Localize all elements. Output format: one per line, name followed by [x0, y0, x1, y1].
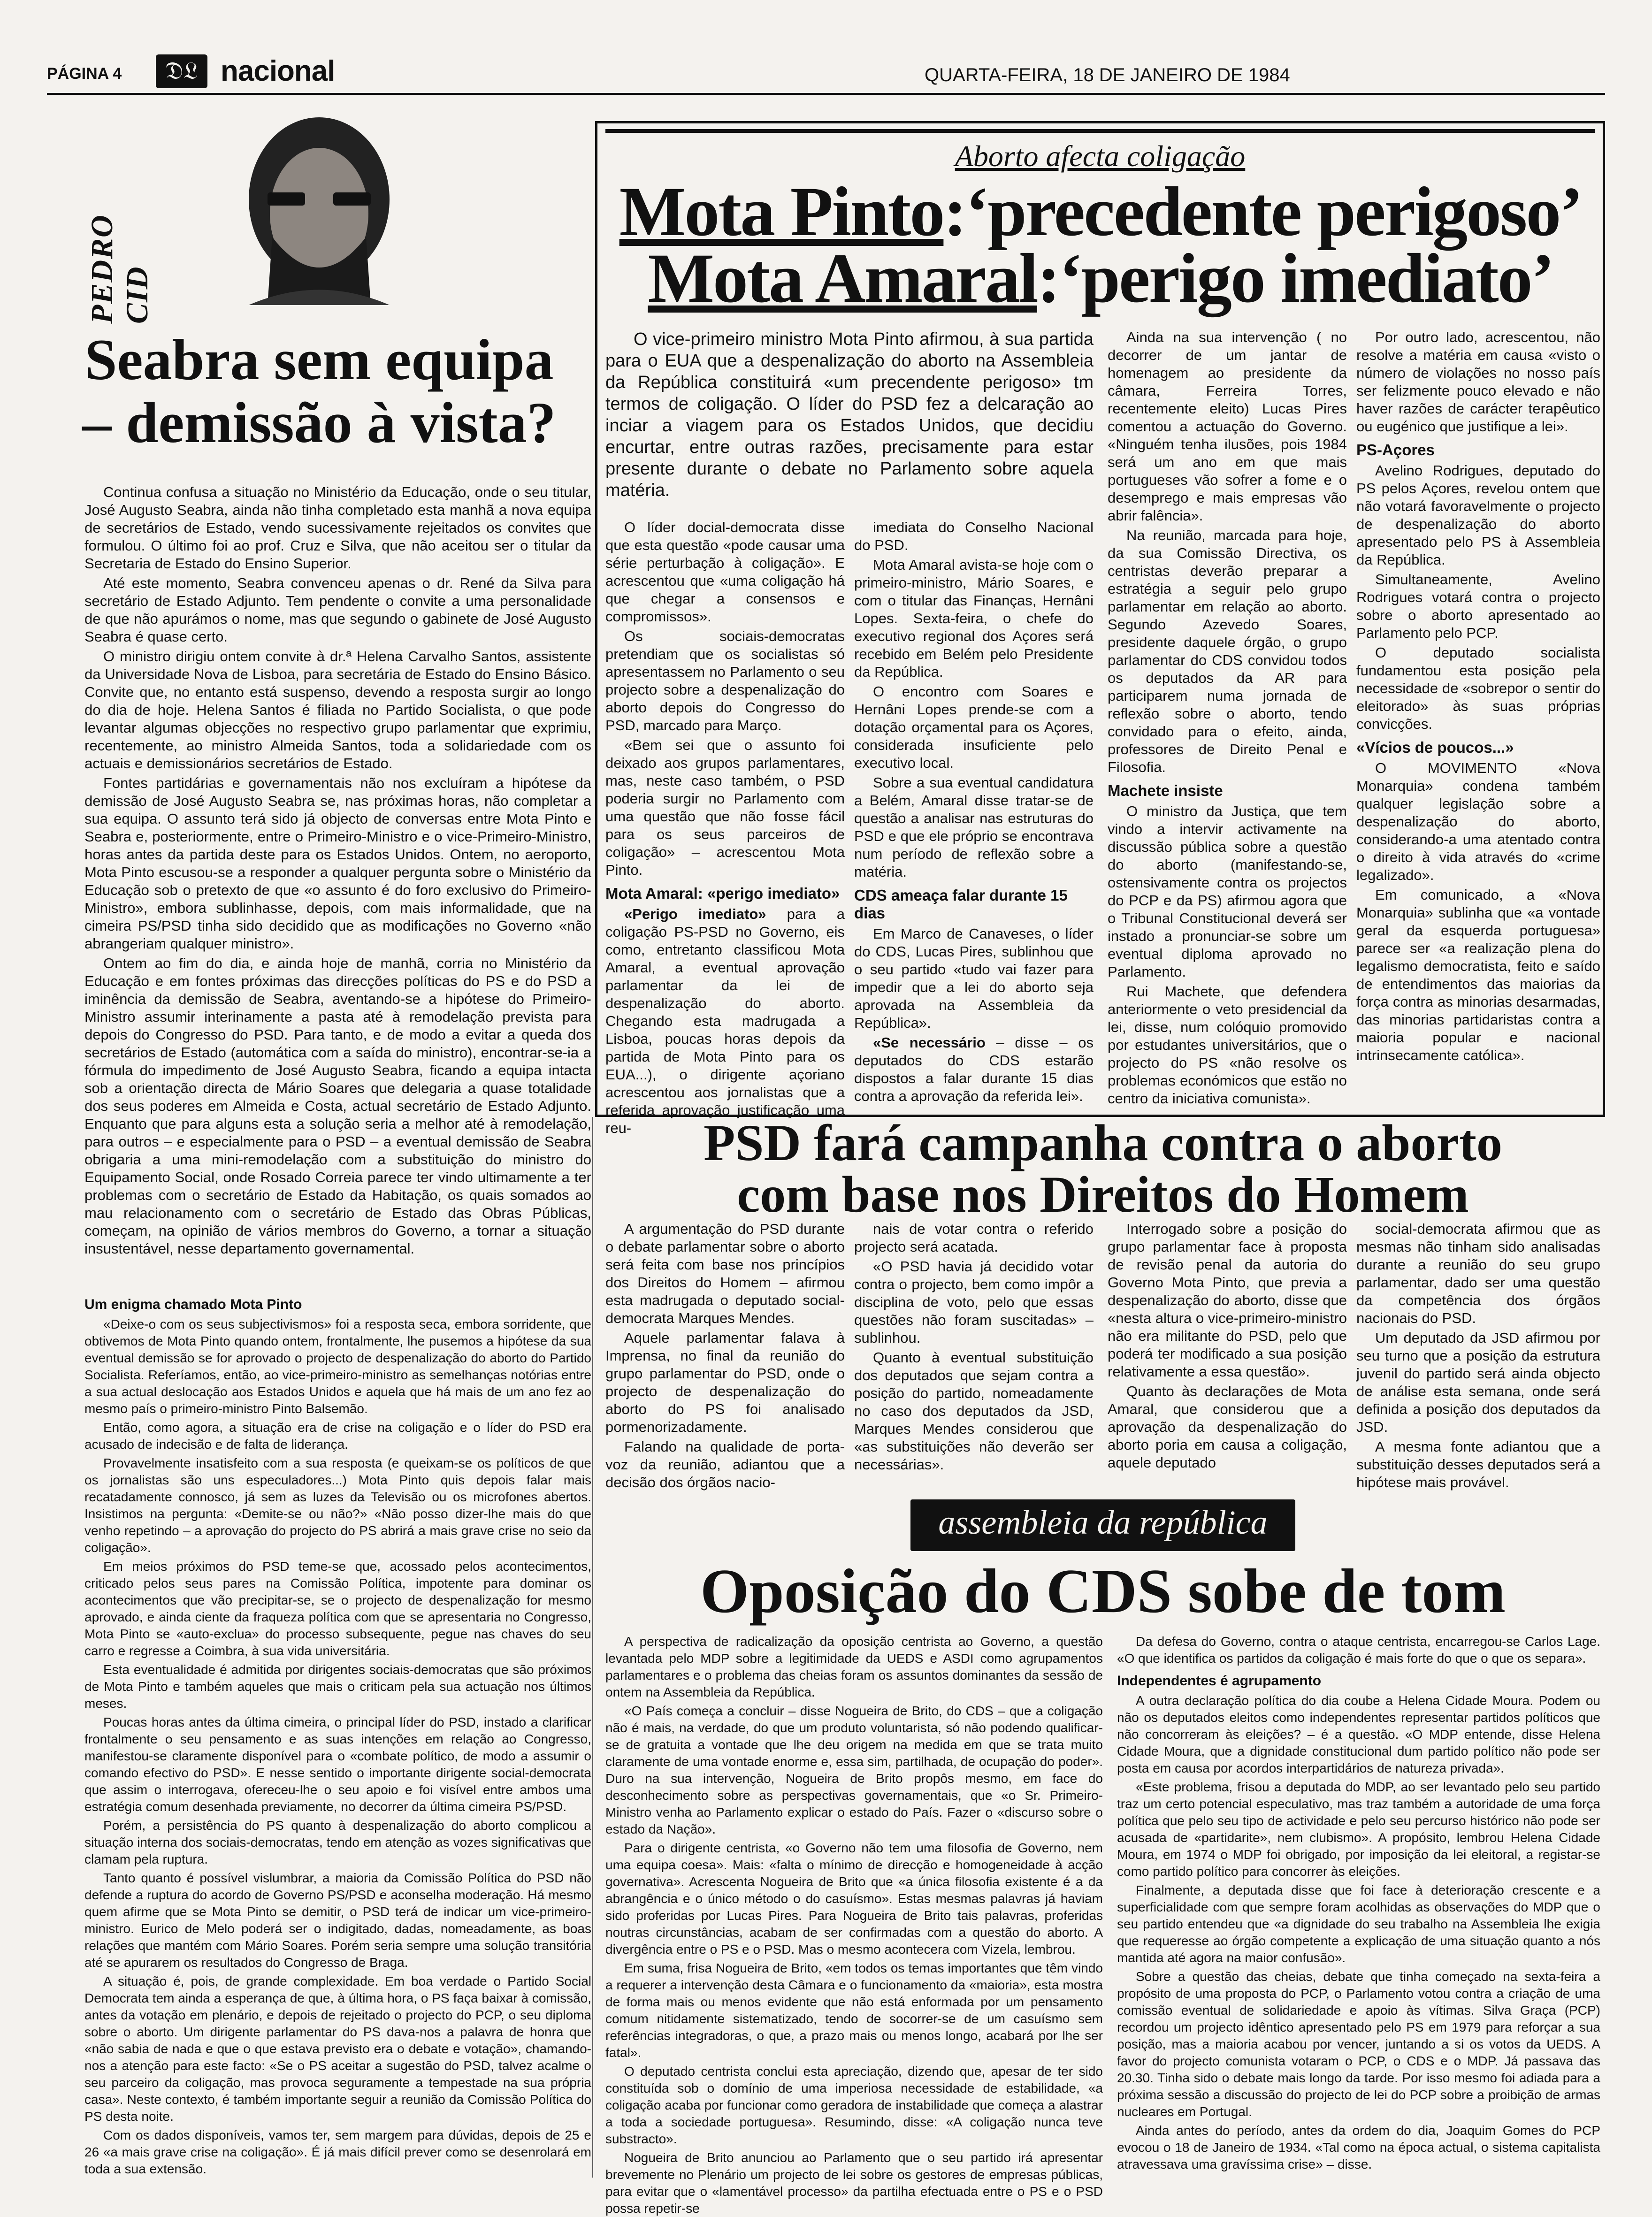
- headline-name-mota-pinto: Mota Pinto: [619, 173, 944, 251]
- paragraph: A outra declaração política do dia coube a Helena Cidade Moura. Podem ou não os deputados eleitos como independentes representar partidos políticos que não concorreram às eleições? – é a questão. «O MDP entende, disse Helena Cidade Moura, que a dignidade constitucional dum partido político não pode ser posta em causa por acordos interpartidários de natureza privada».: [1117, 1693, 1600, 1775]
- aborto-col-4: [1356, 329, 1600, 1070]
- paragraph: Ontem ao fim do dia, e ainda hoje de manhã, corria no Ministério da Educação e em fontes próximas das direcções políticas do PS e do PSD a iminência da demissão de Seabra, aventando-se a hipótese do Primeiro-Ministro assumir interinamente a pasta até à remodelação prevista para depois do Congresso do PSD. Para tanto, e de modo a evitar a queda dos secretários de Estado (automática com a saída do ministro), encontrar-se-ia a fórmula do impedimento de José Augusto Seabra, ficando a equipa intacta sob a orientação directa de Mário Soares que delegaria a quase totalidade dos seus poderes em Almeida e Costa, actual secretário de Estado Adjunto. Enquanto que para alguns esta a solução seria a melhor até à remodelação, para outros – e especialmente para o PSD – a eventual demissão de Seabra obrigaria a uma mini-remodelação com a substituição do ministro do Equipamento Social, onde Rosado Correia parece ter vindo ultimamente a ter problemas com o secretário de Estado da Habitação, os quais somados ao mau relacionamento com o secretário de Estado das Obras Públicas, começam, na opinião de vários membros do Governo, a tornar a situação insustentável, nesse departamento governamental.: [84, 955, 591, 1257]
- paragraph: «Deixe-o com os seus subjectivismos» foi a resposta seca, embora sorridente, que obtivemos de Mota Pinto quando ontem, frontalmente, lhe pusemos a hipótese da sua eventual demissão se for aprovado o projecto de despenalização do aborto do Partido Socialista. Referíamos, então, ao vice-primeiro-ministro as semelhanças notórias entre a sua actual deslocação aos Estados Unidos e aquela que há mais de um ano fez ao mesmo país o primeiro-ministro Pinto Balsemão.: [84, 1317, 591, 1416]
- paragraph: O líder docial-democrata disse que esta questão «pode causar uma série perturbação à coligação». E acrescentou que «uma coligação há que chegar a consensos e compromissos».: [605, 519, 845, 625]
- aborto-box-top-rule: [605, 129, 1595, 133]
- paragraph: Ainda na sua intervenção ( no decorrer de um jantar de homenagem ao presidente da câmara, Ferreira Torres, recentemente eleito) Lucas Pires comentou a actuação do Governo. «Ninguém tenha ilusões, pois 1984 será um ano em que mais portugueses vão sofrer a fome e o desemprego e mais empresas vão abrir falência».: [1108, 329, 1347, 524]
- paragraph: Em meios próximos do PSD teme-se que, acossado pelos acontecimentos, criticado pelos seus pares na Comissão Política, impotente para dominar os acontecimentos que vão precipitar-se, se o projecto de despenalização for mesmo aprovado, e ainda ciente da fraqueza política com que se apresentaria no Congresso, Mota Pinto se «auto-exclua» do processo subsequente, pegue nas chaves do seu carro e regresse a Coimbra, à sua vida universitária.: [84, 1559, 591, 1658]
- columnist-photo: [178, 120, 460, 305]
- assembleia-banner: [910, 1499, 1295, 1551]
- paragraph: Simultaneamente, Avelino Rodrigues votará contra o projecto sobre o aborto apresentado ao Parlamento pelo PCP.: [1356, 571, 1600, 641]
- paragraph: O encontro com Soares e Hernâni Lopes prende-se com a dotação orçamental para os Açores, considerada insuficiente pelo executivo local.: [854, 683, 1094, 771]
- seabra-headline-line-1: Seabra sem equipa: [84, 328, 554, 392]
- page-label: PÁGINA 4: [47, 65, 122, 83]
- column-divider: [592, 1117, 593, 2178]
- cds-col-1: [605, 1633, 1103, 2216]
- subheading: Mota Amaral: «perigo imediato»: [605, 885, 840, 902]
- issue-date: QUARTA-FEIRA, 18 DE JANEIRO DE 1984: [925, 65, 1290, 85]
- cds-body: [605, 1633, 1600, 2216]
- assembleia-banner-text: assembleia da república: [938, 1504, 1268, 1541]
- psd-col-4: [1356, 1220, 1600, 1492]
- psd-col-3: [1108, 1220, 1347, 1492]
- paragraph: Mota Amaral avista-se hoje com o primeiro-ministro, Mário Soares, e com o titular das Finanças, Hernâni Lopes. Sexta-feira, o chefe do executivo regional dos Açores será recebido em Belém pelo Presidente da República.: [854, 557, 1094, 680]
- paragraph: O ministro dirigiu ontem convite à dr.ª Helena Carvalho Santos, assistente da Universidade Nova de Lisboa, para secretária de Estado do Ensino Básico. Convite que, no entanto está suspenso, devendo a resposta surgir ao longo do dia de hoje. Helena Santos é filiada no Partido Socialista, o que pode levantar algumas objecções no respectivo grupo parlamentar que exprimiu, recentemente, ao ministro Almeida Santos, toda a solidariedade com os actuais e demissionários secretários de Estado.: [84, 648, 591, 772]
- paragraph: O MOVIMENTO «Nova Monarquia» condena também qualquer legislação sobre a despenalização do aborto, considerando-a uma atentado contra o direito à vida através do «crime legalizado».: [1356, 760, 1600, 883]
- paragraph: [854, 1034, 1094, 1105]
- paragraph: Nogueira de Brito anunciou ao Parlamento que o seu partido irá apresentar brevemente no Plenário um projecto de lei sobre os gestores de empresas públicas, para evitar que o «lamentável processo» da partilha efectuada entre o PS e o PSD possa repetir-se: [605, 2150, 1103, 2216]
- paragraph: Quanto às declarações de Mota Amaral, que considerou que a aprovação da despenalização do aborto poria em causa a coligação, aquele deputado: [1108, 1383, 1347, 1471]
- paragraph: O deputado centrista conclui esta apreciação, dizendo que, apesar de ter sido constituída sob o domínio de uma imperiosa necessidade de estabilidade, «a coligação acaba por funcionar como geradora de instabilidade que começa a alastrar a toda a sociedade portuguesa». Resumindo, disse: «A coligação nunca teve substracto».: [605, 2064, 1103, 2146]
- paragraph: Tanto quanto é possível vislumbrar, a maioria da Comissão Política do PSD não defende a ruptura do acordo de Governo PS/PSD e aconselha moderação. Há mesmo quem afirme que se Mota Pinto se demitir, o PSD terá de indicar um vice-primeiro-ministro. Eurico de Melo poderá ser o indigitado, dadas, nomeadamente, as boas relações que mantém com Mário Soares. Porém seria sempre uma solução transitória até se apurarem os resultados do Congresso de Braga.: [84, 1871, 591, 1970]
- paragraph-text: – disse – os deputados do CDS estarão dispostos a falar durante 15 dias contra a aprovação da referida lei».: [854, 1034, 1094, 1104]
- paragraph: Finalmente, a deputada disse que foi face à deterioração crescente e a superficialidade com que sempre foram acolhidas as observações do MDP que o seu partido entendeu que «a dignidade do seu trabalho na Assembleia lhe exigia que requeresse ao órgão competente a explicação de uma situação quanto a nós mantida até agora na maior confusão».: [1117, 1883, 1600, 1965]
- paragraph: Na reunião, marcada para hoje, da sua Comissão Directiva, os centristas deverão preparar a estratégia a seguir pelo grupo parlamentar em relação ao aborto. Segundo Azevedo Soares, presidente daquele órgão, o grupo parlamentar do CDS convidou todos os deputados da AR para participarem numa jornada de reflexão sobre o aborto, tendo convidado para o efeito, ainda, professores de Direito Penal e Filosofia.: [1108, 527, 1347, 775]
- paragraph: Por outro lado, acrescentou, não resolve a matéria em causa «visto o número de violações no nosso país ser felizmente pouco elevado e não haver razões de carácter terapêutico ou eugénico que justifique a lei».: [1356, 329, 1600, 435]
- aborto-col-2: [854, 519, 1094, 1104]
- paragraph: «O País começa a concluir – disse Nogueira de Brito, do CDS – que a coligação não é mais, na verdade, do que um produto voluntarista, só não podendo qualificar-se de gratuita a vontade que lhe deu origem na medida em que se trata muito claramente de uma vontade enorme e, essa sim, partilhada, de ocupação do poder». Duro na sua intervenção, Nogueira de Brito propôs mesmo, em face do desconhecimento sobre as perspectivas governamentais, que «o Sr. Primeiro-Ministro venha ao Parlamento explicar o estado do País. Fazer o «discurso sobre o estado da Nação».: [605, 1704, 1103, 1836]
- paragraph: Porém, a persistência do PS quanto à despenalização do aborto complicou a situação interna dos sociais-democratas, tendo em atenção as vozes significativas que clamam pela ruptura.: [84, 1818, 591, 1866]
- psd-headline-line-1: PSD fará campanha contra o aborto: [704, 1114, 1502, 1171]
- seabra-headline: [52, 329, 587, 460]
- paragraph: A perspectiva de radicalização da oposição centrista ao Governo, a questão levantada pelo MDP sobre a legitimidade da UEDS e ASDI como agrupamentos parlamentares e o problema das cheias foram os assuntos dominantes da sessão de ontem na Assembleia da República.: [605, 1634, 1103, 1699]
- aborto-headline-line-1: [601, 173, 1600, 251]
- masthead: [47, 52, 1605, 89]
- portrait-photo-icon: [178, 120, 460, 305]
- paragraph: Rui Machete, que defendera anteriormente o veto presidencial da lei, disse, num colóquio promovido por estudantes universitários, que o projecto do PS «não resolve os problemas económicos que estão no centro da iniciativa comunista».: [1108, 983, 1347, 1107]
- paragraph: Um deputado da JSD afirmou por seu turno que a posição da estrutura juvenil do partido será ainda objecto de análise esta semana, onde será definida a posição dos deputados da JSD.: [1356, 1330, 1600, 1435]
- subheading: Machete insiste: [1108, 782, 1223, 799]
- columnist-first-name: PEDRO: [85, 214, 119, 324]
- paragraph: Então, como agora, a situação era de crise na coligação e o líder do PSD era acusado de indecisão e de falta de liderança.: [84, 1420, 591, 1452]
- paragraph: «Bem sei que o assunto foi deixado aos grupos parlamentares, mas, neste caso também, o PSD poderia surgir no Parlamento com uma questão que não fosse fácil para os seus parceiros de coligação» – acrescentou Mota Pinto.: [605, 737, 845, 878]
- subheading: CDS ameaça falar durante 15 dias: [854, 887, 1068, 922]
- aborto-headline-line-2: [601, 239, 1600, 317]
- paragraph: Sobre a questão das cheias, debate que tinha começado na sexta-feira a propósito de uma proposta do PCP, o Parlamento votou contra a criação de uma comissão eventual de solidariedade e apoio às vítimas. Silva Graça (PCP) recordou um projecto idêntico apresentado pelo PS em 1979 para reforçar a sua posição, mas a maioria acabou por vencer, juntando a si os votos da UEDS. A favor do projecto comunista votaram o PCP, o CDS e o MDP. Já passava das 20.30. Tinha sido o debate mais longo da tarde. Por isso mesmo foi adiada para a próxima sessão a discussão do projecto de lei do PCP sobre a proibição de armas nucleares em Portugal.: [1117, 1969, 1600, 2119]
- paragraph: Quanto à eventual substituição dos deputados que sejam contra a posição do partido, nomeadamente no caso dos deputados da JSD, Marques Mendes considerou que «as substituições não deverão ser necessárias».: [854, 1349, 1094, 1473]
- paragraph: [605, 905, 845, 1137]
- paragraph: Falando na qualidade de porta-voz da reunião, adiantou que a decisão dos órgãos nacio-: [605, 1438, 845, 1491]
- newspaper-logo-icon: 𝔇𝔏: [156, 54, 207, 88]
- headline-quote-perigo: :‘perigo imediato’: [1037, 239, 1553, 317]
- psd-body: [605, 1220, 1600, 1492]
- subheading: PS-Açores: [1356, 441, 1435, 459]
- paragraph: Avelino Rodrigues, deputado do PS pelos Açores, revelou ontem que não votará favoravelmente o projecto de despenalização do aborto apresentado pelo PS à Assembleia da República.: [1356, 462, 1600, 568]
- paragraph-bold-lead: «Se necessário: [873, 1034, 986, 1051]
- psd-headline: [605, 1114, 1600, 1223]
- columnist-last-name: CID: [120, 266, 154, 324]
- paragraph: Em Marco de Canaveses, o líder do CDS, Lucas Pires, sublinhou que o seu partido «tudo vai fazer para impedir que a lei do aborto seja aprovada na Assembleia da República».: [854, 925, 1094, 1031]
- headline-quote-precedente: :‘precedente perigoso’: [943, 173, 1582, 251]
- paragraph: Com os dados disponíveis, vamos ter, sem margem para dúvidas, depois de 25 e 26 «a mais grave crise na coligação». É já mais difícil prever como se desenrolará em toda a sua extensão.: [84, 2128, 591, 2176]
- cds-col-2: [1117, 1633, 1600, 2173]
- paragraph: Até este momento, Seabra convenceu apenas o dr. René da Silva para secretário de Estado Adjunto. Tem pendente o convite a uma personalidade de que não apurámos o nome, mas que segundo o gabinete de José Augusto Seabra é quase certo.: [84, 575, 591, 645]
- aborto-lead-text: O vice-primeiro ministro Mota Pinto afirmou, à sua partida para o EUA que a despenalização do aborto na Assembleia da República constituirá «um precendente perigoso» tm termos de coligação. O líder do PSD fez a delcaração ao inciar a viagem para os Estados Unidos, que decidiu encurtar, entre outras razões, precisamente para estar presente durante o debate no Parlamento sobre aquela matéria.: [605, 329, 1094, 500]
- aborto-col-1: [605, 519, 845, 1136]
- paragraph: Esta eventualidade é admitida por dirigentes sociais-democratas que são próximos de Mota Pinto e também aqueles que mais o criticam pela sua actuação nos últimos meses.: [84, 1662, 591, 1711]
- aborto-headline: [601, 173, 1600, 319]
- paragraph: Interrogado sobre a posição do grupo parlamentar face à proposta de revisão penal da autoria do Governo Mota Pinto, que previa a despenalização do aborto, disse que «nesta altura o vice-primeiro-ministro não era militante do PSD, pelo que poderá ter modificado a sua posição relativamente a essa questão».: [1108, 1221, 1347, 1380]
- seabra-body-part-2: [84, 1291, 591, 2182]
- paragraph: A argumentação do PSD durante o debate parlamentar sobre o aborto será feita com base nos princípios dos Direitos do Homem – afirmou esta madrugada o deputado social-democrata Marques Mendes.: [605, 1221, 845, 1326]
- paragraph: Para o dirigente centrista, «o Governo não tem uma filosofia de Governo, nem uma equipa coesa». Mais: «falta o mínimo de direcção e homogeneidade à acção governativa». Acrescenta Nogueira de Brito que «a única filosofia existente é a da abrangência e o único método o do casuísmo». Estas mesmas palavras já haviam sido proferidas por Lucas Pires. Para Nogueira de Brito tais palavras, proferidas noutras circunstâncias, acabam de ser confirmadas com a questão do aborto. A divergência entre o PS e o PSD. Mas o mesmo acontecera com Vizela, lembrou.: [605, 1841, 1103, 1957]
- aborto-col-3: [1108, 329, 1347, 1107]
- paragraph: social-democrata afirmou que as mesmas não tinham sido analisadas durante a reunião do seu grupo parlamentar, dado ser uma questão da competência dos órgãos nacionais do PSD.: [1356, 1221, 1600, 1326]
- cds-headline: Oposição do CDS sobe de tom: [700, 1556, 1506, 1626]
- aborto-body: [605, 329, 1600, 1136]
- paragraph: «Este problema, frisou a deputada do MDP, ao ser levantado pelo seu partido traz um certo potencial especulativo, mas traz também a autoridade de uma força política que pelo seu tipo de actividade e pelo seu percurso histórico não pode ser acusada de «partidarite», nem clubismo». A propósito, lembrou Helena Cidade Moura, em 1974 o MDP foi obrigado, por imposição da lei eleitoral, a registar-se como partido político para concorrer às eleições.: [1117, 1780, 1600, 1879]
- paragraph-bold-lead: «Perigo imediato»: [624, 906, 766, 922]
- paragraph-text: para a coligação PS-PSD no Governo, eis como, entretanto classificou Mota Amaral, a eventual aprovação parlamentar da lei de despenalização do aborto. Chegando esta madrugada a Lisboa, poucas horas depois da partida de Mota Pinto para os EUA...), o dirigente açoriano acrescentou aos jornalistas que a referida aprovação justificação uma reu-: [605, 906, 845, 1136]
- paragraph: Da defesa do Governo, contra o ataque centrista, encarregou-se Carlos Lage. «O que identifica os partidos da coligação é mais forte do que o que os separa».: [1117, 1634, 1600, 1666]
- paragraph: O ministro da Justiça, que tem vindo a intervir activamente na discussão pública sobre a questão do aborto (manifestando-se, ostensivamente contra os projectos do PCP e da PS) afirmou agora que o Tribunal Constitucional deverá ser instado a pronunciar-se sobre um eventual diploma aprovado no Parlamento.: [1108, 803, 1347, 980]
- seabra-body: [47, 483, 591, 2182]
- paragraph: Os sociais-democratas pretendiam que os socialistas só apresentassem no Parlamento o seu projecto sobre a despenalização do aborto depois do Congresso do PSD, marcado para Março.: [605, 628, 845, 734]
- aborto-kicker: Aborto afecta coligação: [955, 139, 1246, 173]
- subheading: Independentes é agrupamento: [1117, 1673, 1322, 1689]
- masthead-rule: [47, 93, 1605, 95]
- paragraph: nais de votar contra o referido projecto será acatada.: [854, 1221, 1094, 1255]
- paragraph: imediata do Conselho Nacional do PSD.: [854, 519, 1094, 553]
- seabra-headline-line-2: – demissão à vista?: [82, 390, 556, 455]
- columnist-byline: [84, 145, 155, 324]
- subheading: Um enigma chamado Mota Pinto: [84, 1297, 302, 1312]
- section-name: nacional: [221, 55, 335, 87]
- paragraph: A mesma fonte adiantou que a substituição desses deputados será a hipótese mais provável.: [1356, 1438, 1600, 1491]
- paragraph: «O PSD havia já decidido votar contra o projecto, bem como impôr a disciplina de voto, pelo que essas questões não foram suscitadas» – sublinhou.: [854, 1258, 1094, 1346]
- paragraph: Em suma, frisa Nogueira de Brito, «em todos os temas importantes que têm vindo a requerer a intervenção desta Câmara e o funcionamento da «maioria», esta mostra de forma mais ou menos evidente que não está enformada por um pensamento comum nitidamente sistematizado, tendo de socorrer-se de um casuísmo sem referências integradoras, o que, a prazo mais ou menos longo, acabará por lhe ser fatal».: [605, 1961, 1103, 2060]
- paragraph: Em comunicado, a «Nova Monarquia» sublinha que «a vontade geral da esquerda portuguesa» parece ser «a realização plena do legalismo democratista, feito e saído de entendimentos das maiorias da força contra as minorias desarmadas, das minorias partidaristas contra a maioria popular e nacional intrinsecamente católica».: [1356, 887, 1600, 1063]
- paragraph: Sobre a sua eventual candidatura a Belém, Amaral disse tratar-se de questão a analisar nas estruturas do PSD e que ele próprio se encontrava num período de reflexão sobre a matéria.: [854, 774, 1094, 880]
- paragraph: Aquele parlamentar falava à Imprensa, no final da reunião do grupo parlamentar do PSD, onde o projecto de despenalização do aborto do PS foi analisado pormenorizadamente.: [605, 1330, 845, 1435]
- paragraph: Poucas horas antes da última cimeira, o principal líder do PSD, instado a clarificar frontalmente o seu pensamento e as suas intenções em relação ao Congresso, manifestou-se claramente disponível para o «combate político, de modo a assumir o comando efectivo do PSD». E nesse sentido o importante dirigente social-democrata que assim o interrogava, ofereceu-lhe o seu apoio e foi visível entre ambos uma estratégia comum desenhada previamente, no decorrer da última cimeira PS/PSD.: [84, 1715, 591, 1814]
- paragraph: Continua confusa a situação no Ministério da Educação, onde o seu titular, José Augusto Seabra, ainda não tinha completado esta manhã a nova equipa de secretários de Estado, vendo sucessivamente rejeitados os convites que formulou. O último foi ao prof. Cruz e Silva, que não aceitou ser o titular da Secretaria de Estado do Ensino Superior.: [84, 484, 591, 572]
- seabra-body-part-1: [84, 483, 591, 1286]
- psd-col-2: [854, 1220, 1094, 1492]
- paragraph: A situação é, pois, de grande complexidade. Em boa verdade o Partido Social Democrata tem ainda a esperança de que, à última hora, o PS faça baixar à comissão, antes da votação em plenário, e depois de rejeitado o projecto do PCP, o seu diploma sobre o aborto. Um dirigente parlamentar do PS dava-nos a palavra de honra que «não sabia de nada e que o que estava previsto era o debate e votação», chamando-nos a atenção para este facto: «Se o PS aceitar a sugestão do PSD, talvez acalme o seu parceiro da coligação, mas provoca seguramente a tempestade na sua própria casa». Neste contexto, é também importante seguir a reunião da Comissão Política do PS desta noite.: [84, 1974, 591, 2124]
- paragraph: O deputado socialista fundamentou esta posição pela necessidade de «sobrepor o sentir do eleitorado» às suas próprias convicções.: [1356, 644, 1600, 732]
- paragraph: Ainda antes do período, antes da ordem do dia, Joaquim Gomes do PCP evocou o 18 de Janeiro de 1934. «Tal como na época actual, o sistema capitalista atravessava uma gravíssima crise» – disse.: [1117, 2123, 1600, 2171]
- subheading: «Vícios de poucos...»: [1356, 739, 1514, 756]
- paragraph: Fontes partidárias e governamentais não nos excluíram a hipótese da demissão de José Augusto Seabra se, nas próximas horas, não completar a sua equipa. O assunto terá sido já objecto de conversas entre Mota Pinto e Seabra e, posteriormente, entre o Primeiro-Ministro e o vice-Primeiro-Ministro, horas antes da partida deste para os Estados Unidos. Ontem, no aeroporto, Mota Pinto escusou-se a responder a qualquer pergunta sobre o Ministério da Educação sob o pretexto de que «o assunto é do foro exclusivo do Primeiro-Ministro», embora sublinhasse, depois, com mais informalidade, que na cimeira PS/PSD tinha sido decidido que as modificações no Governo «não abrangeriam qualquer ministro».: [84, 775, 591, 952]
- headline-name-mota-amaral: Mota Amaral: [648, 239, 1037, 317]
- psd-headline-line-2: com base nos Direitos do Homem: [737, 1166, 1469, 1223]
- psd-col-1: [605, 1220, 845, 1492]
- paragraph: Provavelmente insatisfeito com a sua resposta (e queixam-se os políticos de que os jornalistas são uns especuladores...) Mota Pinto quis depois falar mais recatadamente connosco, já sem as luzes da Televisão ou os microfones abertos. Insistimos na pergunta: «Demite-se ou não?» «Não posso dizer-lhe mais do que venho repetindo – a aprovação do projecto do PS abrirá a mais grave crise no seio da coligação».: [84, 1456, 591, 1555]
